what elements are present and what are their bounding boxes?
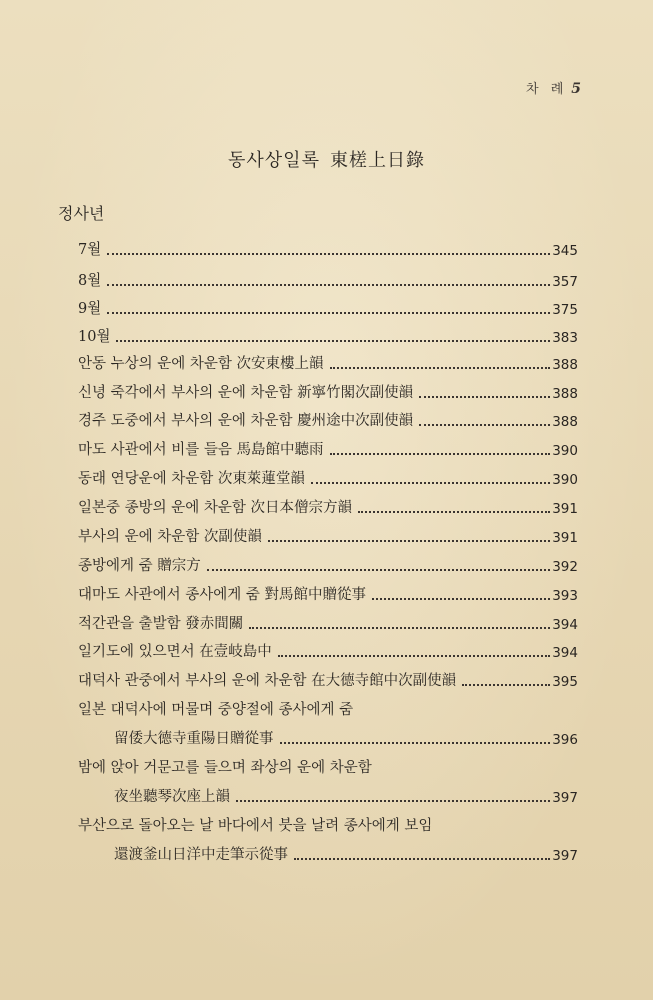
toc-entry-label: 10월 bbox=[78, 329, 111, 345]
toc-entry-label: 夜坐聽琴次座上韻 bbox=[114, 789, 230, 805]
toc-entry-page: 357 bbox=[552, 274, 578, 290]
toc-entry-page: 388 bbox=[552, 386, 578, 402]
toc-entry-page: 375 bbox=[552, 302, 578, 318]
toc-entry-label: 동래 연당운에 차운함 次東萊蓮堂韻 bbox=[78, 471, 305, 487]
toc-entry-page: 390 bbox=[552, 443, 578, 459]
dot-leader bbox=[107, 311, 550, 314]
toc-entry-label: 신녕 죽각에서 부사의 운에 차운함 新寧竹閣次副使韻 bbox=[78, 385, 414, 401]
toc-entry-label: 9월 bbox=[78, 301, 102, 317]
toc-entry bbox=[78, 633, 578, 661]
dot-leader bbox=[207, 568, 550, 571]
dot-leader bbox=[236, 799, 550, 802]
toc-entry-label: 대덕사 관중에서 부사의 운에 차운함 在大德寺館中次副使韻 bbox=[78, 673, 457, 689]
toc-entry-page: 388 bbox=[552, 357, 578, 373]
toc-entry-label: 마도 사관에서 비를 들음 馬島館中聽雨 bbox=[78, 442, 324, 458]
toc-entry-first-line bbox=[78, 807, 578, 835]
toc-entry-label: 밤에 앉아 거문고를 들으며 좌상의 운에 차운함 bbox=[78, 760, 372, 776]
toc-entry bbox=[78, 605, 578, 633]
running-head-label: 차 례 bbox=[526, 82, 568, 97]
toc-entry bbox=[78, 290, 578, 318]
toc-entry-label: 대마도 사관에서 종사에게 줌 對馬館中贈從事 bbox=[78, 587, 367, 603]
toc-entry-continuation bbox=[114, 778, 578, 806]
toc-entry-label: 還渡釜山日洋中走筆示從事 bbox=[114, 847, 288, 863]
dot-leader bbox=[419, 423, 550, 426]
toc-entry bbox=[78, 345, 578, 373]
toc-entry-page: 393 bbox=[552, 588, 578, 604]
dot-leader bbox=[268, 539, 550, 542]
dot-leader bbox=[419, 395, 550, 398]
dot-leader bbox=[330, 452, 551, 455]
section-heading: 정사년 bbox=[58, 204, 105, 223]
dot-leader bbox=[294, 857, 550, 860]
toc-entry-first-line bbox=[78, 749, 578, 777]
toc-entry-page: 394 bbox=[552, 645, 578, 661]
toc-entry-label: 일본 대덕사에 머물며 중양절에 종사에게 줌 bbox=[78, 702, 354, 718]
toc-entry bbox=[78, 431, 578, 459]
toc-entry bbox=[78, 318, 578, 346]
chapter-title-hanja: 東槎上日錄 bbox=[329, 150, 425, 171]
toc-entry-label: 안동 누상의 운에 차운함 次安東樓上韻 bbox=[78, 356, 324, 372]
dot-leader bbox=[278, 654, 550, 657]
toc-entry-label: 8월 bbox=[78, 273, 102, 289]
toc-entry-page: 345 bbox=[552, 243, 578, 259]
toc-entry-page: 394 bbox=[552, 617, 578, 633]
toc-entry-label: 적간관을 출발함 發赤間關 bbox=[78, 616, 244, 632]
dot-leader bbox=[107, 252, 550, 255]
dot-leader bbox=[330, 366, 551, 369]
toc-entry-label: 留倭大德寺重陽日贈從事 bbox=[114, 731, 274, 747]
toc-entry bbox=[78, 262, 578, 290]
toc-entry bbox=[78, 547, 578, 575]
dot-leader bbox=[462, 683, 550, 686]
toc-entry-page: 395 bbox=[552, 674, 578, 690]
toc-entry-label: 부산으로 돌아오는 날 바다에서 붓을 날려 종사에게 보임 bbox=[78, 818, 433, 834]
toc-entry bbox=[78, 518, 578, 546]
toc-entry-page: 396 bbox=[552, 732, 578, 748]
toc-entry-page: 392 bbox=[552, 559, 578, 575]
toc-entry bbox=[78, 231, 578, 259]
running-head bbox=[526, 78, 581, 97]
dot-leader bbox=[249, 626, 550, 629]
toc-entry-first-line bbox=[78, 691, 578, 719]
toc-entry-label: 경주 도중에서 부사의 운에 차운함 慶州途中次副使韻 bbox=[78, 413, 414, 429]
toc-entry-label: 종방에게 줌 贈宗方 bbox=[78, 558, 201, 574]
toc-entry-page: 388 bbox=[552, 414, 578, 430]
dot-leader bbox=[107, 283, 550, 286]
dot-leader bbox=[372, 597, 550, 600]
toc-entry-label: 7월 bbox=[78, 242, 102, 258]
toc-entry-continuation bbox=[114, 836, 578, 864]
toc-entry bbox=[78, 489, 578, 517]
toc-entry-label: 일본중 종방의 운에 차운함 次日本僧宗方韻 bbox=[78, 500, 353, 516]
dot-leader bbox=[358, 510, 550, 513]
toc-entry-label: 일기도에 있으면서 在壹岐島中 bbox=[78, 644, 272, 660]
page-number: 5 bbox=[571, 81, 581, 97]
toc-entry-page: 383 bbox=[552, 330, 578, 346]
toc-entry-continuation bbox=[114, 720, 578, 748]
toc-entry bbox=[78, 402, 578, 430]
dot-leader bbox=[280, 741, 551, 744]
chapter-title bbox=[0, 146, 653, 172]
toc-entry bbox=[78, 662, 578, 690]
toc-entry-page: 397 bbox=[552, 790, 578, 806]
chapter-title-korean: 동사상일록 bbox=[228, 150, 320, 171]
dot-leader bbox=[116, 339, 550, 342]
toc-entry bbox=[78, 460, 578, 488]
toc-entry bbox=[78, 576, 578, 604]
toc-entry-page: 391 bbox=[552, 530, 578, 546]
toc-entry-page: 390 bbox=[552, 472, 578, 488]
dot-leader bbox=[311, 481, 550, 484]
toc-entry-page: 397 bbox=[552, 848, 578, 864]
toc-entry bbox=[78, 374, 578, 402]
toc-entry-label: 부사의 운에 차운함 次副使韻 bbox=[78, 529, 262, 545]
toc-entry-page: 391 bbox=[552, 501, 578, 517]
